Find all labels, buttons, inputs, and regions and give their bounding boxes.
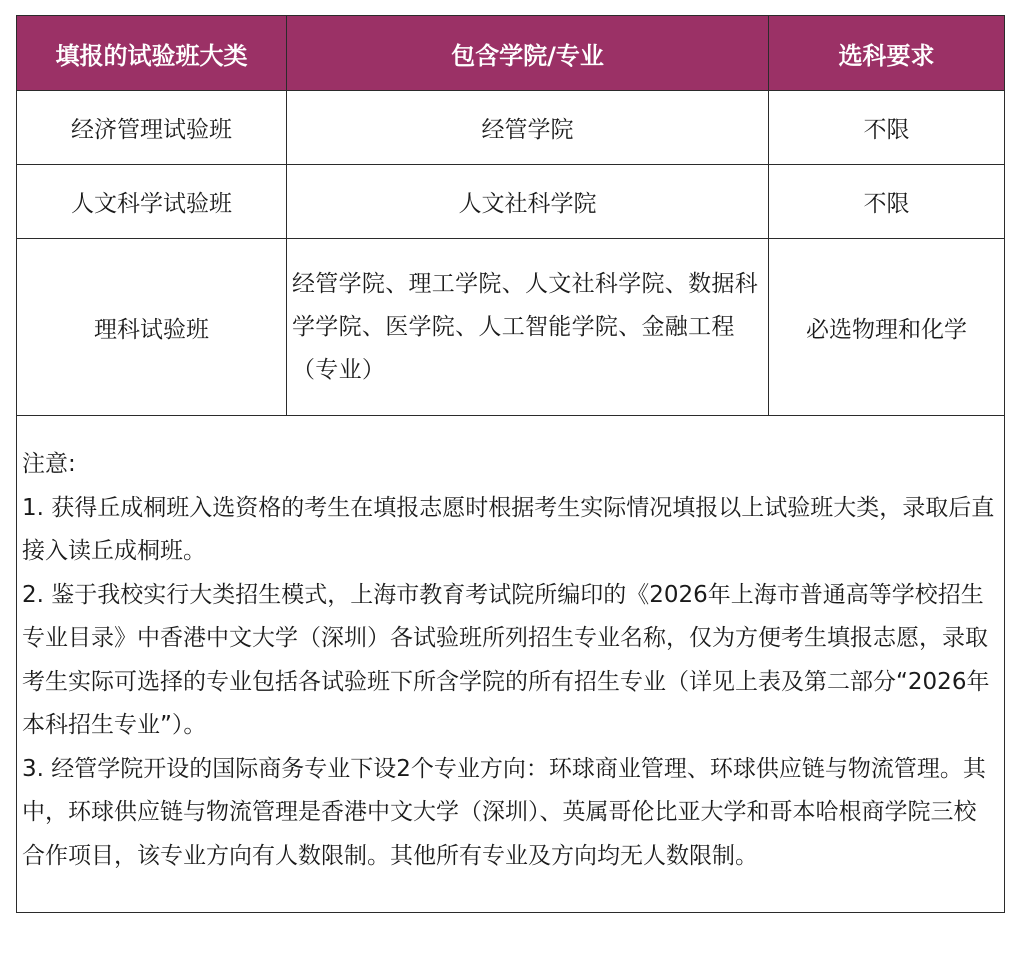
row-requirement: 不限 (769, 91, 1005, 165)
admissions-table (16, 15, 1005, 913)
notes-row (17, 416, 1005, 913)
row-colleges: 人文社科学院 (287, 165, 769, 239)
table-row (17, 91, 1005, 165)
note-item-2: 2. 鉴于我校实行大类招生模式，上海市教育考试院所编印的《2026年上海市普通高等学校招生专业目录》中香港中文大学（深圳）各试验班所列招生专业名称，仅为方便考生填报志愿，录取考生实际可选择的专业包括各试验班下所含学院的所有招生专业（详见上表及第二部分“2026年本科招生专业”）。 (22, 581, 990, 738)
table-row (17, 239, 1005, 416)
header-category: 填报的试验班大类 (17, 16, 287, 91)
note-item-3: 3. 经管学院开设的国际商务专业下设2个专业方向：环球商业管理、环球供应链与物流管理。其中，环球供应链与物流管理是香港中文大学（深圳）、英属哥伦比亚大学和哥本哈根商学院三校合作项目，该专业方向有人数限制。其他所有专业及方向均无人数限制。 (22, 755, 986, 869)
row-category: 人文科学试验班 (17, 165, 287, 239)
table-row (17, 165, 1005, 239)
note-item-1: 1. 获得丘成桐班入选资格的考生在填报志愿时根据考生实际情况填报以上试验班大类，录取后直接入读丘成桐班。 (22, 494, 995, 564)
header-requirement: 选科要求 (769, 16, 1005, 91)
header-colleges: 包含学院/专业 (287, 16, 769, 91)
row-requirement: 不限 (769, 165, 1005, 239)
row-category: 经济管理试验班 (17, 91, 287, 165)
row-category: 理科试验班 (17, 239, 287, 416)
row-colleges: 经管学院、理工学院、人文社科学院、数据科学学院、医学院、人工智能学院、金融工程（专业） (287, 239, 769, 416)
notes-title: 注意: (22, 451, 76, 477)
table-header-row (17, 16, 1005, 91)
row-colleges: 经管学院 (287, 91, 769, 165)
notes-cell (17, 416, 1005, 913)
row-requirement: 必选物理和化学 (769, 239, 1005, 416)
